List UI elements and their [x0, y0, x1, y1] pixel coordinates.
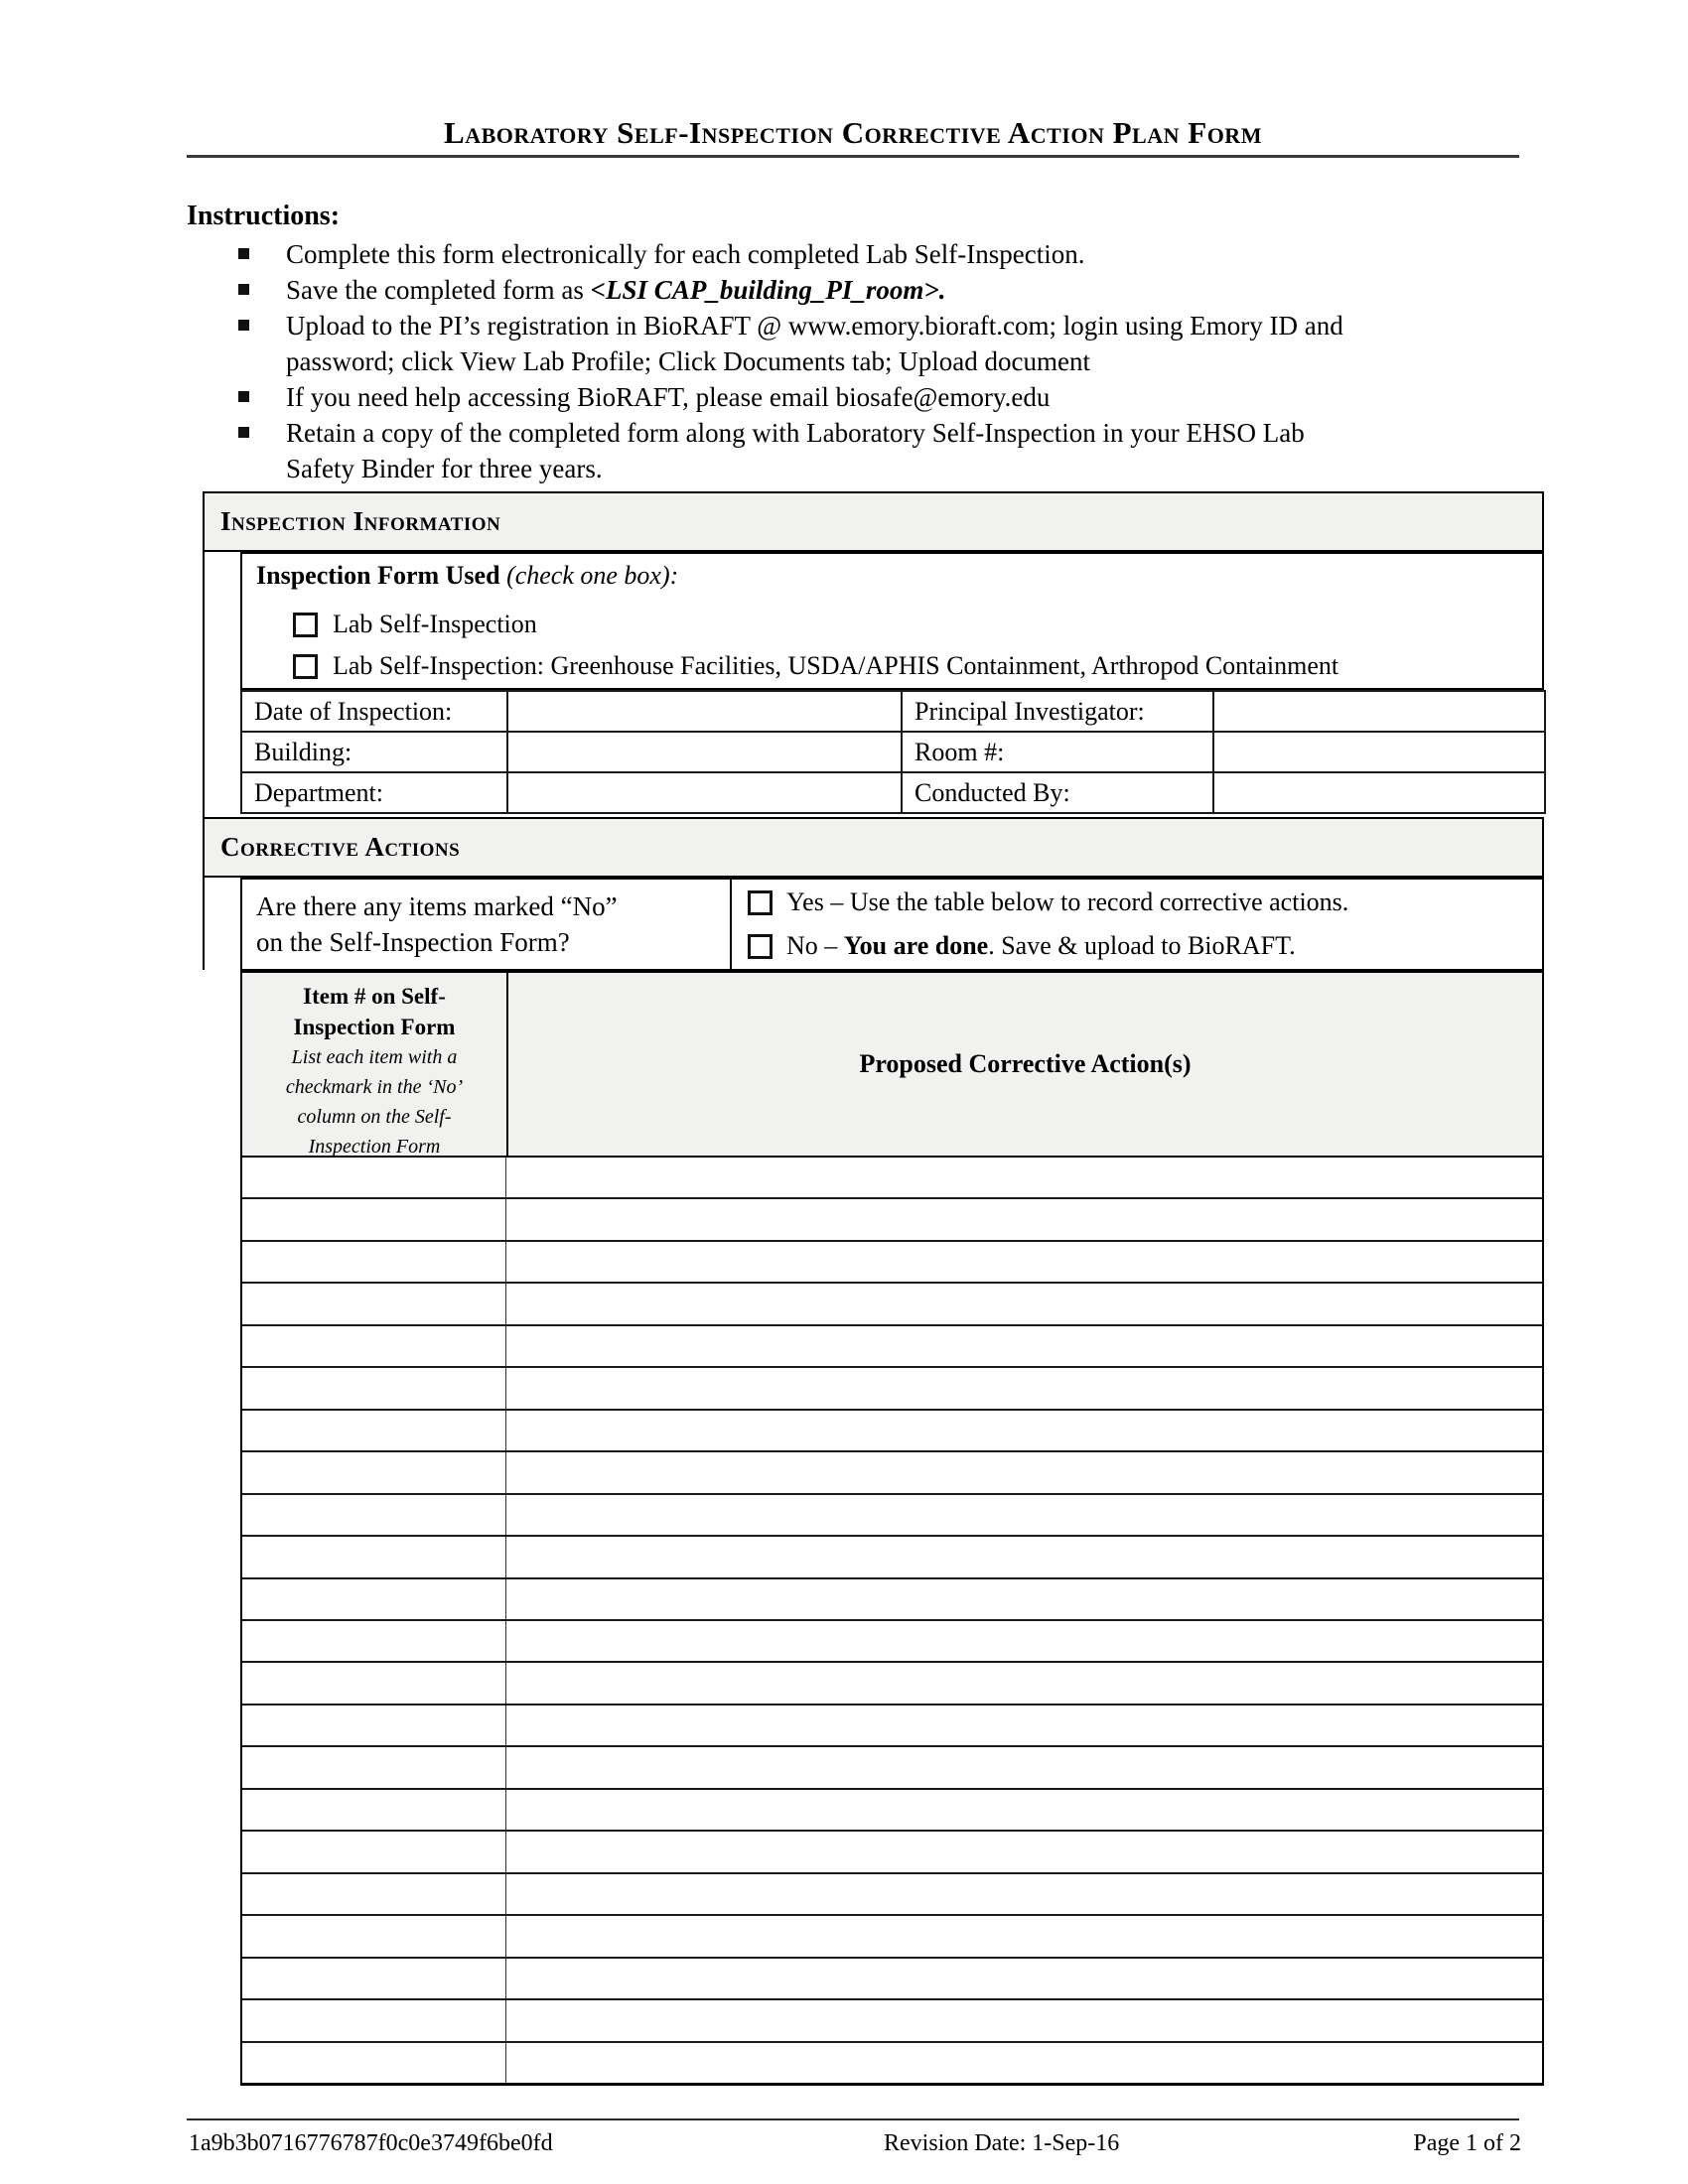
field-label-conducted-by: Conducted By:	[902, 772, 1213, 813]
field-value-conducted-by[interactable]	[1213, 772, 1545, 813]
item-number-cell[interactable]	[242, 2043, 506, 2083]
field-value-principal-investigator[interactable]	[1213, 691, 1545, 732]
proposed-action-cell[interactable]	[506, 1747, 1542, 1787]
proposed-action-cell[interactable]	[506, 2043, 1542, 2083]
option-no	[748, 924, 1542, 968]
footer-page-number: Page 1 of 2	[1413, 2130, 1521, 2156]
question-line: on the Self-Inspection Form?	[256, 927, 570, 957]
field-label-department: Department:	[241, 772, 507, 813]
item-number-cell[interactable]	[242, 1790, 506, 1830]
corrective-table-row	[242, 1242, 1542, 1284]
proposed-action-cell[interactable]	[506, 1411, 1542, 1450]
checkbox-label: Lab Self-Inspection	[333, 610, 537, 638]
instruction-text: Upload to the PI’s registration in BioRAFT @ www.emory.bioraft.com; login using Emory ID and	[286, 311, 1343, 341]
proposed-action-cell[interactable]	[506, 1495, 1542, 1535]
item-number-cell[interactable]	[242, 1199, 506, 1239]
proposed-action-cell[interactable]	[506, 1199, 1542, 1239]
option-lab-self-inspection	[293, 610, 537, 639]
field-label-date-of-inspection: Date of Inspection:	[241, 691, 507, 732]
corrective-table-row	[242, 1874, 1542, 1916]
proposed-action-cell[interactable]	[506, 1452, 1542, 1492]
no-label-post: . Save & upload to BioRAFT.	[988, 931, 1296, 960]
proposed-action-cell[interactable]	[506, 1326, 1542, 1366]
item-number-cell[interactable]	[242, 1158, 506, 1197]
proposed-action-cell[interactable]	[506, 1368, 1542, 1408]
instruction-text: Complete this form electronically for each completed Lab Self-Inspection.	[286, 239, 1085, 269]
item-number-cell[interactable]	[242, 1411, 506, 1450]
item-number-cell[interactable]	[242, 1663, 506, 1703]
section-left-rail	[203, 491, 205, 970]
item-number-cell[interactable]	[242, 1284, 506, 1323]
instruction-bullet-3	[238, 308, 1343, 379]
field-value-department[interactable]	[507, 772, 902, 813]
corrective-table-row	[242, 1158, 1542, 1199]
table-row	[241, 772, 1545, 813]
instruction-text: Retain a copy of the completed form along with Laboratory Self-Inspection in your EHSO Lab	[286, 418, 1305, 448]
corrective-table-row	[242, 2043, 1542, 2083]
instruction-bullet-5	[238, 415, 1305, 486]
corrective-table-row	[242, 1199, 1542, 1241]
item-number-cell[interactable]	[242, 1368, 506, 1408]
item-number-cell[interactable]	[242, 1832, 506, 1871]
item-header-note: List each item with a	[291, 1046, 458, 1068]
corrective-table-row	[242, 1959, 1542, 2000]
corrective-table-row	[242, 1284, 1542, 1325]
corrective-table-row	[242, 1537, 1542, 1578]
corrective-table-row	[242, 1326, 1542, 1368]
title-divider	[187, 155, 1519, 158]
checkbox-label: Lab Self-Inspection: Greenhouse Facilities, USDA/APHIS Containment, Arthropod Containment	[333, 651, 1339, 680]
proposed-action-cell[interactable]	[506, 1874, 1542, 1914]
corrective-table-row	[242, 1368, 1542, 1410]
checkbox-greenhouse-containment[interactable]	[293, 654, 318, 679]
item-number-cell[interactable]	[242, 1242, 506, 1282]
yes-no-options	[732, 880, 1542, 969]
inspection-fields-table	[240, 690, 1546, 814]
item-number-cell[interactable]	[242, 1537, 506, 1576]
section-header-corrective-actions	[203, 817, 1544, 878]
label-italic: (check one box):	[506, 561, 679, 590]
item-number-cell[interactable]	[242, 1621, 506, 1661]
bullet-icon	[238, 391, 249, 402]
corrective-table-row	[242, 2000, 1542, 2042]
question-text	[242, 880, 732, 969]
section-title: Corrective Actions	[220, 832, 461, 862]
item-number-cell[interactable]	[242, 1706, 506, 1745]
item-header-note: Inspection Form	[308, 1136, 441, 1158]
bullet-icon	[238, 248, 249, 259]
proposed-action-cell[interactable]	[506, 1621, 1542, 1661]
section-header-inspection-information	[203, 491, 1544, 552]
instruction-text: Save the completed form as	[286, 275, 591, 305]
corrective-table-header	[240, 971, 1544, 1158]
label-bold: Inspection Form Used	[256, 561, 500, 590]
item-number-column-header	[242, 973, 508, 1156]
item-header-note: checkmark in the ‘No’	[285, 1076, 464, 1098]
instructions-heading: Instructions:	[187, 201, 341, 231]
instruction-bullet-4	[238, 379, 1050, 415]
bullet-icon	[238, 284, 249, 295]
instruction-bullet-2	[238, 272, 946, 308]
footer-divider	[187, 2118, 1519, 2120]
footer-doc-id: 1a9b3b0716776787f0c0e3749f6be0fd	[189, 2130, 553, 2156]
item-header-note: column on the Self-	[297, 1106, 452, 1128]
field-label-principal-investigator: Principal Investigator:	[902, 691, 1213, 732]
checkbox-yes[interactable]	[748, 890, 773, 915]
corrective-table-row	[242, 1621, 1542, 1663]
instruction-text: password; click View Lab Profile; Click Documents tab; Upload document	[286, 346, 1090, 376]
proposed-action-cell[interactable]	[506, 1959, 1542, 1998]
bullet-icon	[238, 427, 249, 438]
proposed-action-cell[interactable]	[506, 1790, 1542, 1830]
proposed-action-cell[interactable]	[506, 1916, 1542, 1956]
option-yes	[748, 881, 1542, 924]
proposed-action-cell[interactable]	[506, 1242, 1542, 1282]
yes-label: Yes – Use the table below to record corrective actions.	[786, 887, 1349, 916]
item-number-cell[interactable]	[242, 1452, 506, 1492]
table-row	[241, 732, 1545, 772]
no-label-pre: No –	[786, 931, 844, 960]
corrective-table-row	[242, 1747, 1542, 1789]
item-number-cell[interactable]	[242, 1747, 506, 1787]
corrective-table-body	[240, 1158, 1544, 2086]
proposed-action-cell[interactable]	[506, 1284, 1542, 1323]
instruction-text: Safety Binder for three years.	[286, 454, 603, 483]
field-value-room-number[interactable]	[1213, 732, 1545, 772]
instruction-bullet-1	[238, 236, 1084, 272]
proposed-action-cell[interactable]	[506, 1663, 1542, 1703]
table-row	[241, 691, 1545, 732]
no-label-bold: You are done	[843, 931, 989, 960]
item-number-cell[interactable]	[242, 1959, 506, 1998]
item-number-cell[interactable]	[242, 1579, 506, 1619]
proposed-action-cell[interactable]	[506, 2000, 1542, 2040]
corrective-table-row	[242, 1452, 1542, 1494]
proposed-action-cell[interactable]	[506, 1537, 1542, 1576]
checkbox-lab-self-inspection[interactable]	[293, 613, 318, 637]
checkbox-no[interactable]	[748, 934, 773, 959]
inspection-form-used-box	[240, 552, 1544, 690]
item-number-cell[interactable]	[242, 1495, 506, 1535]
item-number-cell[interactable]	[242, 2000, 506, 2040]
corrective-question-box	[240, 878, 1544, 971]
proposed-action-cell[interactable]	[506, 1832, 1542, 1871]
bullet-icon	[238, 320, 249, 331]
proposed-action-cell[interactable]	[506, 1158, 1542, 1197]
field-label-building: Building:	[241, 732, 507, 772]
option-lab-self-inspection-greenhouse	[293, 651, 1338, 681]
proposed-action-column-header: Proposed Corrective Action(s)	[859, 1049, 1192, 1078]
section-title: Inspection Information	[220, 506, 501, 536]
corrective-table-row	[242, 1495, 1542, 1537]
inspection-form-used-label	[256, 561, 678, 591]
field-label-room-number: Room #:	[902, 732, 1213, 772]
footer-revision-date: Revision Date: 1-Sep-16	[884, 2130, 1120, 2156]
proposed-action-cell[interactable]	[506, 1706, 1542, 1745]
item-header-line: Item # on Self-	[303, 984, 446, 1009]
corrective-table-row	[242, 1411, 1542, 1452]
no-label	[786, 931, 1296, 961]
filename-pattern: <LSI CAP_building_PI_room>.	[590, 275, 946, 305]
corrective-table-row	[242, 1706, 1542, 1747]
corrective-table-row	[242, 1916, 1542, 1958]
corrective-table-row	[242, 1832, 1542, 1873]
corrective-table-row	[242, 1790, 1542, 1832]
field-value-building[interactable]	[507, 732, 902, 772]
page-title: Laboratory Self-Inspection Corrective Action Plan Form	[444, 115, 1262, 150]
item-number-cell[interactable]	[242, 1874, 506, 1914]
corrective-table-row	[242, 1579, 1542, 1621]
proposed-action-cell[interactable]	[506, 1579, 1542, 1619]
item-header-line: Inspection Form	[293, 1015, 456, 1039]
question-line: Are there any items marked “No”	[256, 891, 618, 921]
item-number-cell[interactable]	[242, 1916, 506, 1956]
item-number-cell[interactable]	[242, 1326, 506, 1366]
instruction-text: If you need help accessing BioRAFT, please email biosafe@emory.edu	[286, 382, 1051, 412]
corrective-table-row	[242, 1663, 1542, 1705]
field-value-date-of-inspection[interactable]	[507, 691, 902, 732]
